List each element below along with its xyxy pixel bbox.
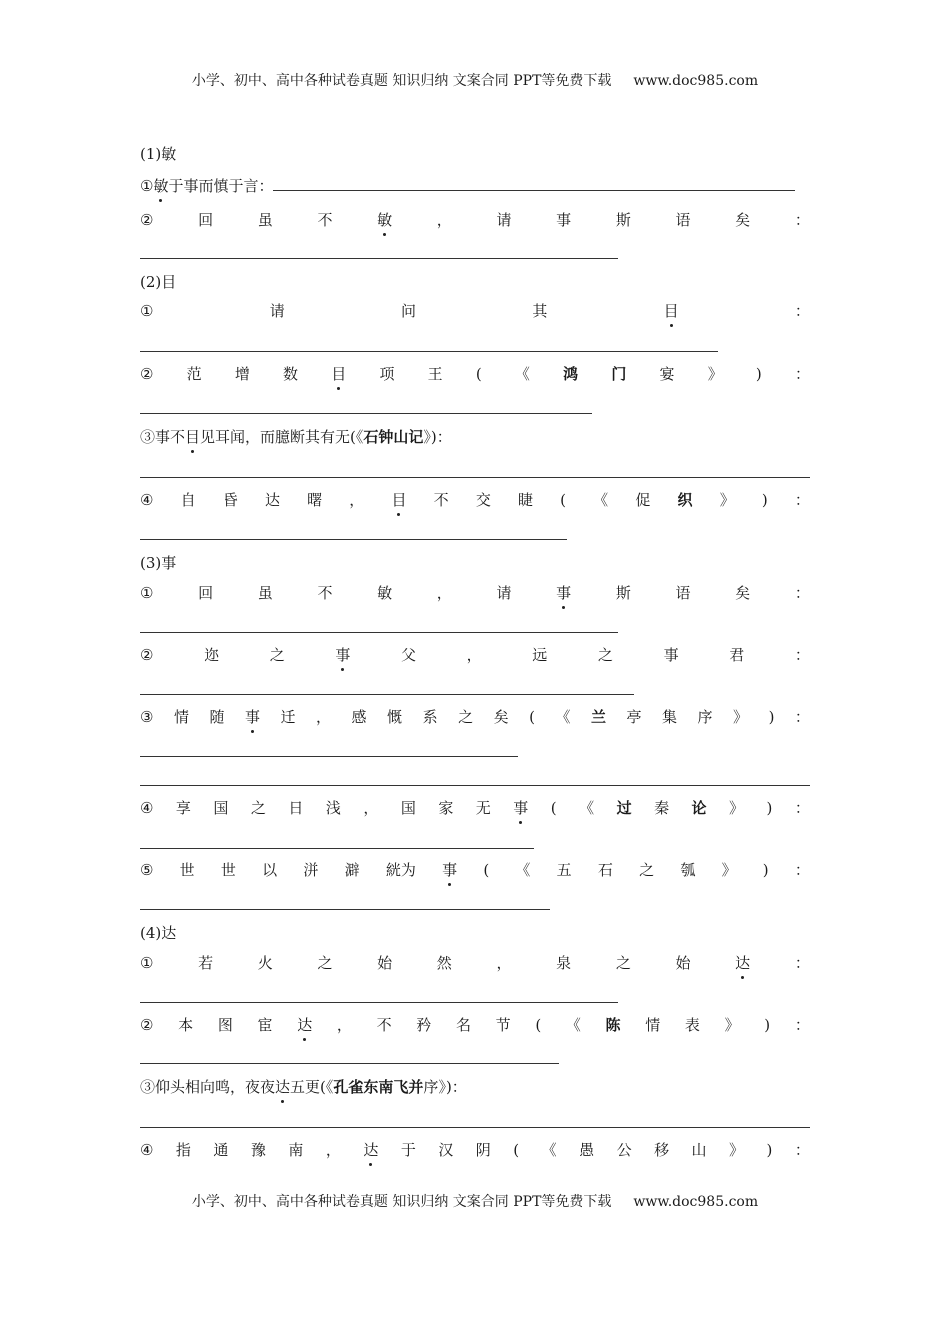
- answer-blank[interactable]: [140, 1002, 618, 1003]
- emphasized-char: 事: [244, 708, 260, 726]
- answer-blank[interactable]: [140, 756, 518, 757]
- emphasized-char: 敏: [377, 211, 393, 229]
- question-line: ⑤ 世 世 以 洴 澼 絖为 事 ( 《 五 石 之 瓠 》 ) ：: [140, 861, 810, 879]
- answer-blank[interactable]: [140, 785, 810, 786]
- question-line: ④ 指 通 豫 南 ， 达 于 汉 阴 ( 《 愚 公 移 山 》 ) ：: [140, 1141, 810, 1159]
- question-line: ④ 享 国 之 日 浅 ， 国 家 无 事 ( 《 过 秦 论 》 ) ：: [140, 799, 810, 817]
- emphasized-char: 事: [335, 646, 351, 664]
- emphasized-char: 达: [275, 1078, 291, 1096]
- section-title: (1)敏: [140, 145, 177, 163]
- emphasized-char: 事: [513, 799, 529, 817]
- header-text: 小学、初中、高中各种试卷真题 知识归纳 文案合同 PPT等免费下载: [191, 73, 612, 89]
- emphasized-char: 事: [442, 861, 458, 879]
- emphasized-char: 目: [185, 428, 201, 446]
- question-line: ③事不目见耳闻，而臆断其有无(《石钟山记》)：: [140, 428, 452, 446]
- answer-blank[interactable]: [140, 413, 592, 414]
- answer-blank[interactable]: [140, 848, 534, 849]
- answer-blank[interactable]: [140, 539, 567, 540]
- page-header: [0, 70, 950, 90]
- answer-blank[interactable]: [140, 909, 550, 910]
- answer-blank[interactable]: [140, 477, 810, 478]
- answer-blank[interactable]: [140, 258, 618, 259]
- footer-site: www.doc985.com: [633, 1194, 759, 1210]
- section-title: (2)目: [140, 273, 177, 291]
- source-title: 石钟山记: [363, 428, 424, 446]
- question-line: ①敏于事而慎于言：: [140, 174, 795, 197]
- question-line: ② 范 增 数 目 项 王 ( 《 鸿 门 宴 》 ) ：: [140, 365, 810, 383]
- answer-blank[interactable]: [140, 351, 718, 352]
- answer-blank[interactable]: [140, 694, 634, 695]
- emphasized-char: 敏: [153, 177, 169, 195]
- section-title: (3)事: [140, 554, 177, 572]
- page-footer: [0, 1191, 950, 1211]
- emphasized-char: 事: [556, 584, 572, 602]
- answer-blank[interactable]: [140, 632, 618, 633]
- answer-blank[interactable]: [140, 1127, 810, 1128]
- source-title: 孔雀东南飞并: [333, 1078, 424, 1096]
- emphasized-char: 目: [663, 302, 679, 320]
- section-title: (4)达: [140, 924, 177, 942]
- question-line: ① 请 问 其 目 ：: [140, 302, 810, 320]
- footer-text: 小学、初中、高中各种试卷真题 知识归纳 文案合同 PPT等免费下载: [191, 1194, 612, 1210]
- question-line: ③ 情 随 事 迁 ， 感 慨 系 之 矣 ( 《 兰 亭 集 序 》 ) ：: [140, 708, 810, 726]
- header-site: www.doc985.com: [633, 73, 759, 89]
- question-line: ② 回 虽 不 敏 ， 请 事 斯 语 矣 ：: [140, 211, 810, 229]
- question-line: ① 回 虽 不 敏 ， 请 事 斯 语 矣 ：: [140, 584, 810, 602]
- question-line: ② 迩 之 事 父 ， 远 之 事 君 ：: [140, 646, 810, 664]
- answer-blank[interactable]: [140, 1063, 559, 1064]
- question-line: ③仰头相向鸣，夜夜达五更(《孔雀东南飞并序》)：: [140, 1078, 467, 1096]
- emphasized-char: 达: [735, 954, 751, 972]
- emphasized-char: 达: [363, 1141, 379, 1159]
- emphasized-char: 目: [391, 491, 407, 509]
- question-line: ① 若 火 之 始 然 ， 泉 之 始 达 ：: [140, 954, 810, 972]
- question-line: ② 本 图 宦 达 ， 不 矜 名 节 ( 《 陈 情 表 》 ) ：: [140, 1016, 810, 1034]
- answer-blank[interactable]: [273, 174, 795, 191]
- emphasized-char: 目: [331, 365, 347, 383]
- question-line: ④ 自 昏 达 曙 ， 目 不 交 睫 ( 《 促 织 》 ) ：: [140, 491, 810, 509]
- emphasized-char: 达: [297, 1016, 313, 1034]
